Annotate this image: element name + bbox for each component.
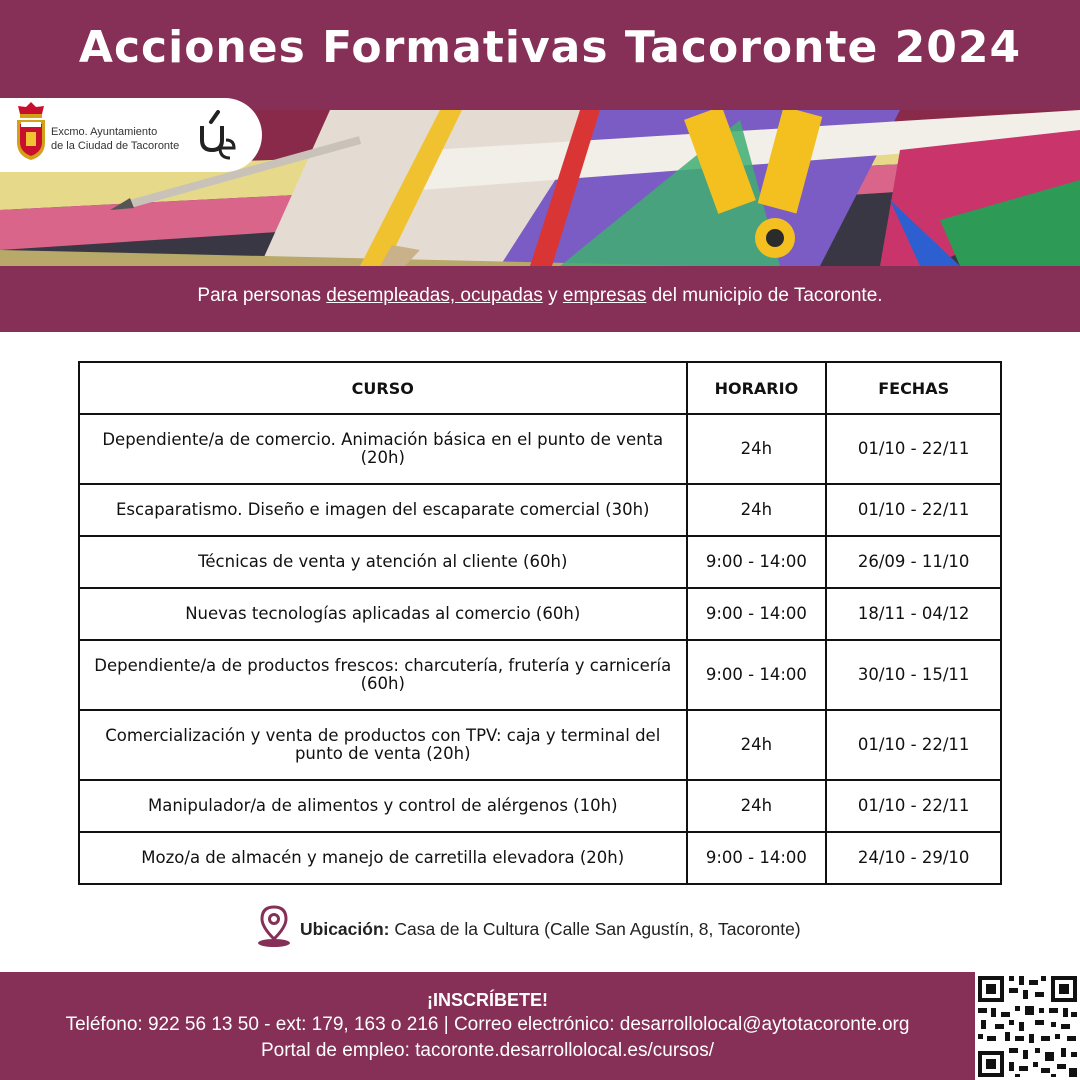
location [256,905,876,949]
course-name: Dependiente/a de productos frescos: charcutería, frutería y carnicería (60h) [79,640,687,710]
course-dates: 26/09 - 11/10 [826,536,1001,588]
course-schedule: 9:00 - 14:00 [687,640,827,710]
course-dates: 01/10 - 22/11 [826,414,1001,484]
course-dates: 01/10 - 22/11 [826,484,1001,536]
course-name: Mozo/a de almacén y manejo de carretilla elevadora (20h) [79,832,687,884]
table-row [79,640,1001,710]
table-header-row [79,362,1001,414]
course-dates: 01/10 - 22/11 [826,710,1001,780]
course-schedule: 9:00 - 14:00 [687,536,827,588]
location-label: Ubicación: [300,919,390,939]
register-cta: ¡INSCRÍBETE! [427,990,548,1010]
contact-info: Teléfono: 922 56 13 50 - ext: 179, 163 o 216 | Correo electrónico: desarrollolocal@aytotacoronte.org [65,1014,910,1035]
course-name: Escaparatismo. Diseño e imagen del escaparate comercial (30h) [79,484,687,536]
course-name: Dependiente/a de comercio. Animación básica en el punto de venta (20h) [79,414,687,484]
location-text [300,919,801,940]
table-row [79,780,1001,832]
course-schedule: 9:00 - 14:00 [687,588,827,640]
table-row [79,588,1001,640]
footer [0,988,975,1064]
course-dates: 01/10 - 22/11 [826,780,1001,832]
course-name: Manipulador/a de alimentos y control de alérgenos (10h) [79,780,687,832]
audience-subtitle [0,285,1080,307]
page-title: Acciones Formativas Tacoronte 2024 [78,22,1022,73]
course-name: Comercialización y venta de productos con TPV: caja y terminal del punto de venta (20h) [79,710,687,780]
courses-table [78,361,1002,885]
course-schedule: 9:00 - 14:00 [687,832,827,884]
table-row [79,484,1001,536]
table-row [79,536,1001,588]
subtitle-prefix: Para personas [197,285,327,306]
subtitle-audience-1: desempleadas, ocupadas [326,285,543,306]
table-row [79,414,1001,484]
subtitle-audience-2: empresas [562,285,647,306]
location-value: Casa de la Cultura (Calle San Agustín, 8, Tacoronte) [389,919,801,939]
qr-code-icon [975,972,1080,1080]
course-name: Técnicas de venta y atención al cliente (60h) [79,536,687,588]
table-row [79,832,1001,884]
subtitle-connector: y [542,285,563,306]
subtitle-suffix: del municipio de Tacoronte. [646,285,883,306]
course-name: Nuevas tecnologías aplicadas al comercio (60h) [79,588,687,640]
header-course: CURSO [79,362,687,414]
council-name-line-2: de la Ciudad de Tacoronte [51,140,180,152]
table-row [79,710,1001,780]
council-crest-icon [14,100,48,162]
course-dates: 30/10 - 15/11 [826,640,1001,710]
course-schedule: 24h [687,484,827,536]
qr-code[interactable] [975,972,1080,1080]
header-dates: FECHAS [826,362,1001,414]
employment-unit-logo-icon [196,110,236,162]
map-pin-icon [256,905,292,947]
course-schedule: 24h [687,780,827,832]
council-name [51,125,179,153]
course-dates: 24/10 - 29/10 [826,832,1001,884]
course-schedule: 24h [687,710,827,780]
council-name-line-1: Excmo. Ayuntamiento [51,126,158,138]
header-schedule: HORARIO [687,362,827,414]
portal-link[interactable]: Portal de empleo: tacoronte.desarrollolocal.es/cursos/ [260,1040,715,1061]
course-schedule: 24h [687,414,827,484]
course-dates: 18/11 - 04/12 [826,588,1001,640]
